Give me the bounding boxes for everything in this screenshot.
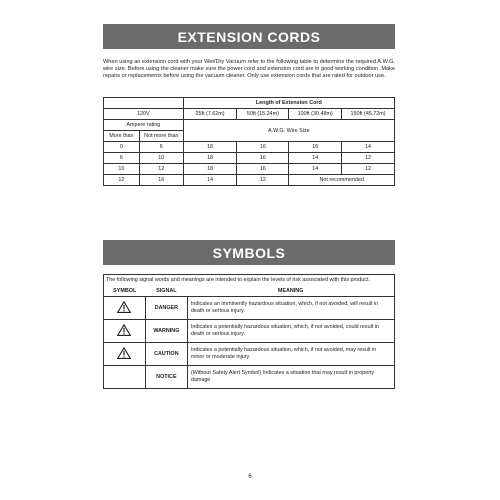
table-row: 0 6 18 16 16 14 [104,142,395,153]
more-than-header: More than [104,131,140,142]
warning-triangle-icon [117,301,131,313]
meaning-danger: Indicates an imminently hazardous situation, which, if not avoided, will result in death or serious injury. [187,297,394,320]
meaning-caution: Indicates a potentially hazardous situation, which, if not avoided, may result in minor or moderate injury. [187,343,394,366]
table-row [104,320,395,343]
page-number: 6 [248,474,252,480]
extension-cords-banner [103,24,395,49]
signal-warning: WARNING [145,320,187,343]
table-row [104,366,395,389]
warning-triangle-icon [117,347,131,359]
extension-cords-title: EXTENSION CORDS [177,28,321,45]
length-100ft: 100ft (30.48m) [289,109,342,120]
warning-triangle-icon [117,324,131,336]
extension-intro-text: When using an extension cord with your Wet/Dry Vacuum refer to the following table to determine the required A.W.G. wire size. Before using the cleaner make sure the power cord and extension cord are in good working condition. Make repairs or replacements before using the vacuum cleaner. Only use extension cords that are rated for outdoor use. [103,59,395,80]
ampere-rating-header: Ampere rating [104,120,184,131]
symbols-table [103,274,395,389]
signal-caution: CAUTION [145,343,187,366]
table-row: 10 12 18 16 14 12 [104,164,395,175]
meaning-column-header: MEANING [187,286,394,297]
table-row: 6 10 18 16 14 12 [104,153,395,164]
signal-column-header: SIGNAL [145,286,187,297]
signal-danger: DANGER [145,297,187,320]
symbols-title: SYMBOLS [212,244,286,261]
meaning-notice: (Without Safety Alert Symbol) Indicates a situation that may result in property damage [187,366,394,389]
table-row [104,297,395,320]
extension-cord-table [103,97,395,186]
length-150ft: 150ft (45.72m) [342,109,395,120]
symbols-banner [103,240,395,265]
length-25ft: 25ft (7.62m) [183,109,237,120]
meaning-warning: Indicates a potentially hazardous situation, which, if not avoided, could result in death or serious injury. [187,320,394,343]
symbols-intro-text: The following signal words and meanings are intended to explain the levels of risk associated with this product. [104,275,395,287]
symbol-column-header: SYMBOL [104,286,146,297]
length-header: Length of Extension Cord [183,98,394,109]
not-more-than-header: Not more than [139,131,183,142]
not-recommended-cell: Not recommended [289,175,395,186]
signal-notice: NOTICE [145,366,187,389]
awg-wire-size-header: A.W.G. Wire Size [183,120,394,142]
length-50ft: 50ft (15.24m) [237,109,289,120]
table-row: 12 16 14 12 Not recommended [104,175,395,186]
table-row [104,343,395,366]
voltage-cell: 120V [104,109,184,120]
